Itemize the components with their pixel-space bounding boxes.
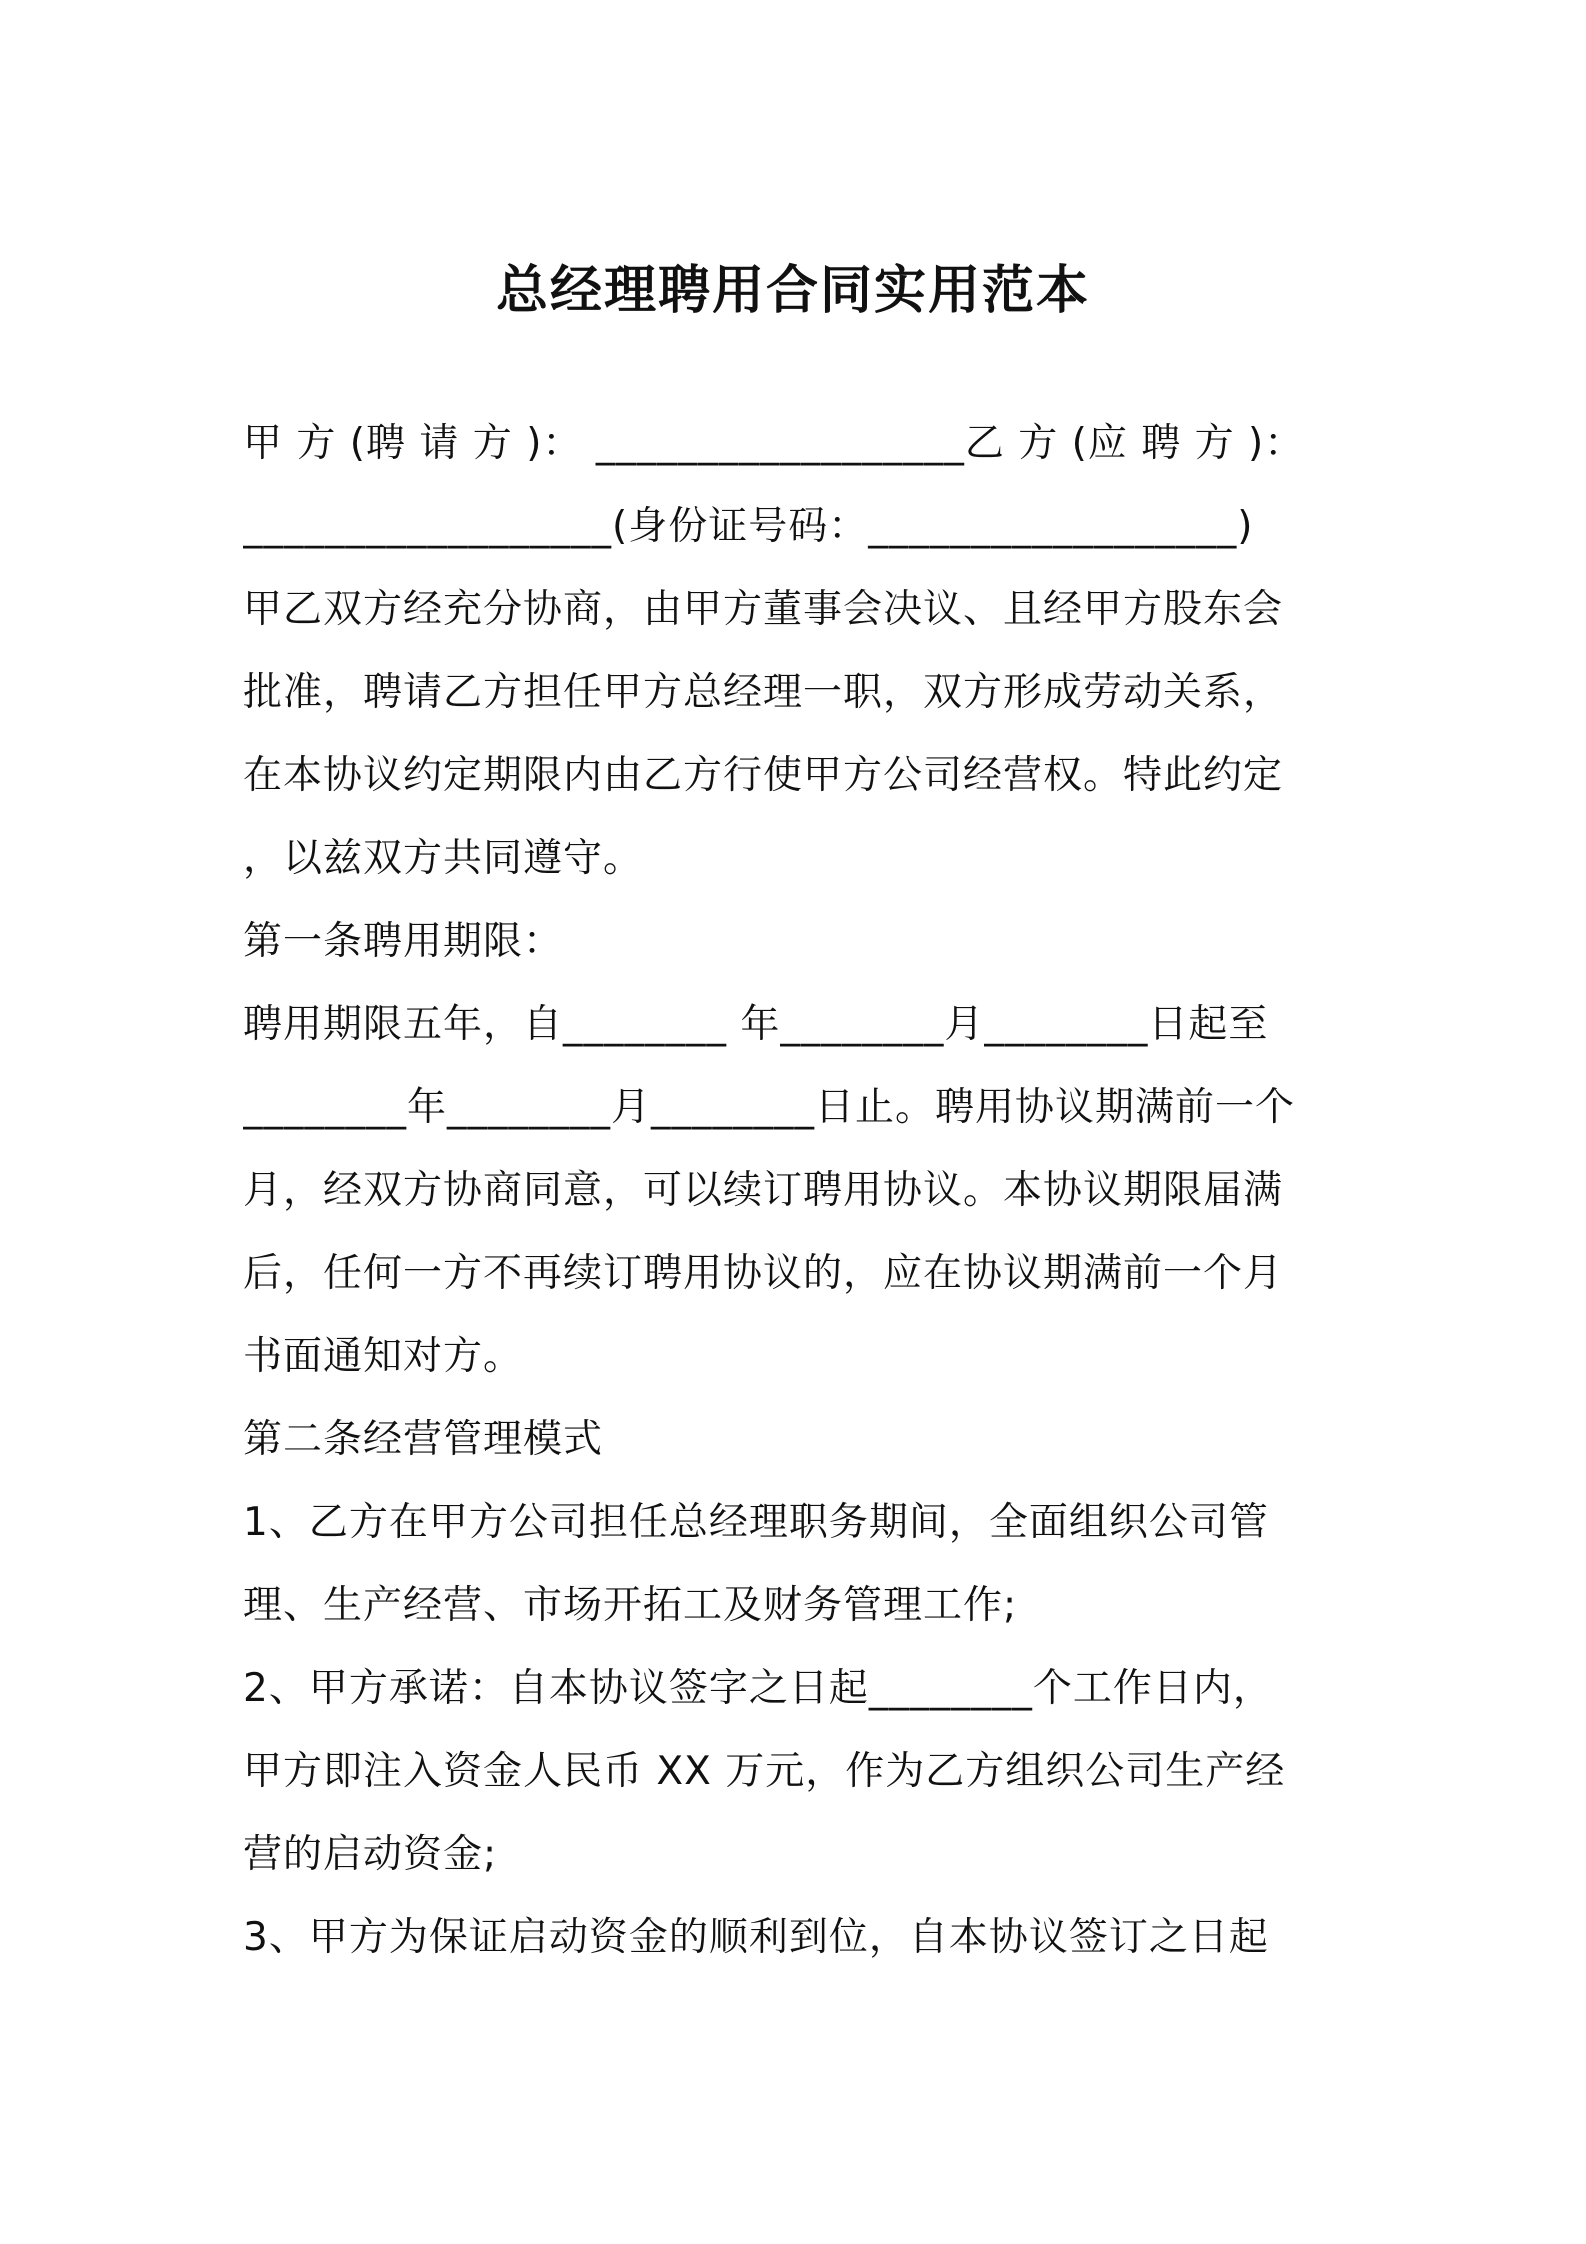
paragraph-line: ________年________月________日止。聘用协议期满前一个: [243, 1085, 1296, 1130]
party-a-b-line: 甲 方 (聘 请 方 )： __________________乙 方 (应 聘 方 )：: [243, 421, 1305, 466]
article-heading: 第二条经营管理模式: [243, 1417, 604, 1462]
paragraph-line: 2、甲方承诺：自本协议签字之日起________个工作日内，: [243, 1666, 1273, 1711]
document-title: 总经理聘用合同实用范本: [495, 261, 1090, 321]
paragraph-line: 在本协议约定期限内由乙方行使甲方公司经营权。特此约定: [243, 753, 1284, 798]
paragraph-line: 甲乙双方经充分协商，由甲方董事会决议、且经甲方股东会: [243, 587, 1284, 632]
paragraph-line: 3、甲方为保证启动资金的顺利到位，自本协议签订之日起: [243, 1915, 1269, 1960]
paragraph-line: 营的启动资金;: [243, 1832, 498, 1877]
paragraph-line: 1、乙方在甲方公司担任总经理职务期间，全面组织公司管: [243, 1500, 1269, 1545]
paragraph-line: 批准，聘请乙方担任甲方总经理一职，双方形成劳动关系，: [243, 670, 1284, 715]
id-number-line: __________________(身份证号码：__________________): [243, 504, 1254, 549]
paragraph-line: 甲方即注入资金人民币 XX 万元，作为乙方组织公司生产经: [243, 1749, 1286, 1794]
paragraph-line: ，以兹双方共同遵守。: [243, 836, 644, 881]
paragraph-line: 月，经双方协商同意，可以续订聘用协议。本协议期限届满: [243, 1168, 1284, 1213]
paragraph-line: 理、生产经营、市场开拓工及财务管理工作;: [243, 1583, 1018, 1628]
paragraph-line: 后，任何一方不再续订聘用协议的，应在协议期满前一个月: [243, 1251, 1284, 1296]
paragraph-line: 聘用期限五年，自________ 年________月________日起至: [243, 1002, 1269, 1047]
article-heading: 第一条聘用期限：: [243, 919, 564, 964]
paragraph-line: 书面通知对方。: [243, 1334, 524, 1379]
